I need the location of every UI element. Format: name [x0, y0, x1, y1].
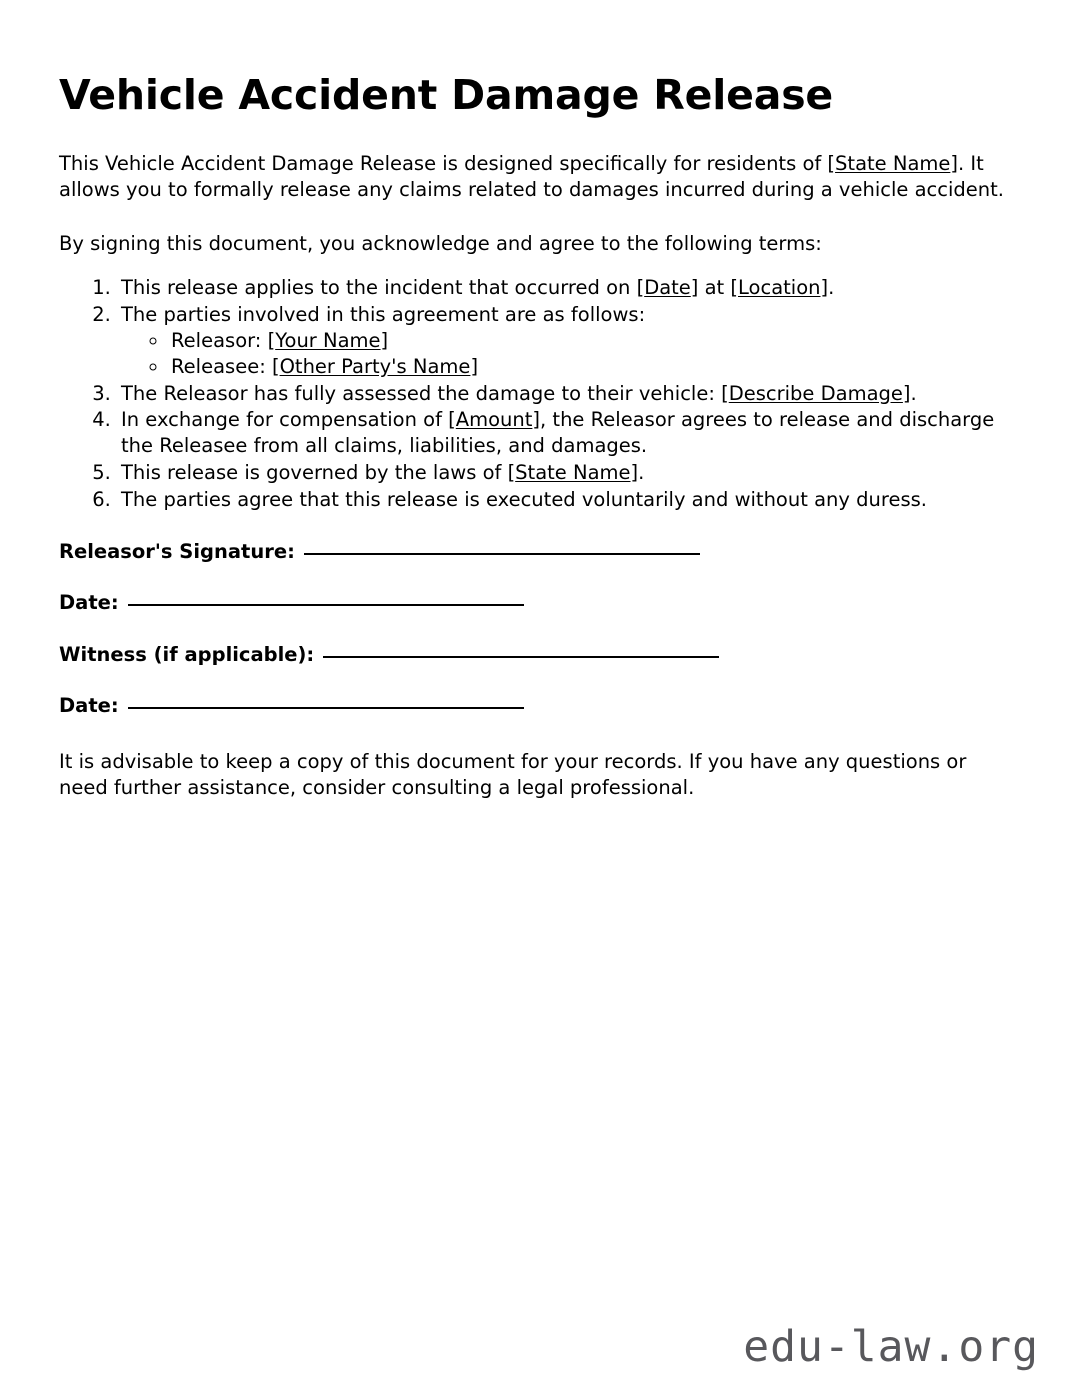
term-text: The Releasor has fully assessed the damage to their vehicle: [ [121, 381, 729, 405]
placeholder-describe-damage: Describe Damage [728, 381, 903, 405]
term-item [117, 381, 1017, 407]
placeholder-location: Location [738, 275, 821, 299]
term-text: The parties agree that this release is executed voluntarily and without any duress. [121, 488, 927, 512]
term-item [117, 302, 1017, 380]
placeholder-state-name: State Name [515, 461, 631, 485]
page-title: Vehicle Accident Damage Release [59, 71, 834, 119]
term-text: The parties involved in this agreement are as follows: [121, 302, 646, 326]
party-item [169, 354, 1017, 380]
term-text: This release applies to the incident that occurred on [ [121, 275, 645, 299]
signature-label: Date: [59, 694, 119, 718]
term-text: ]. [902, 381, 917, 405]
term-text: ]. [630, 461, 645, 485]
intro-text-before: This Vehicle Accident Damage Release is designed specifically for residents of [ [59, 151, 836, 175]
closing-paragraph: It is advisable to keep a copy of this document for your records. If you have any questions or need further assistance, consider consulting a legal professional. [59, 749, 967, 799]
term-text: ], the Releasor agrees to release and discharge the Releasee from all claims, liabilities, and damages. [121, 408, 995, 458]
term-text: Releasee: [ [171, 354, 280, 378]
placeholder-state-name: State Name [835, 151, 951, 175]
signature-block [59, 539, 1017, 718]
signature-label: Date: [59, 591, 119, 615]
term-item [117, 407, 1017, 459]
parties-list [121, 328, 1017, 380]
signature-line-releasor-signature[interactable] [304, 553, 700, 555]
signature-label: Witness (if applicable): [59, 642, 315, 666]
intro-text-after: ]. It allows you to formally release any claims related to damages incurred during a vehicle accident. [59, 151, 1004, 202]
lead-in-paragraph: By signing this document, you acknowledge and agree to the following terms: [59, 231, 822, 255]
intro-paragraph [59, 151, 1011, 204]
term-text: This release is governed by the laws of [ [121, 461, 516, 485]
signature-row-witness-signature [59, 642, 1017, 667]
signature-row-releasor-date [59, 590, 1017, 615]
placeholder-your-name: Your Name [275, 328, 381, 352]
term-text: ] at [ [690, 275, 739, 299]
signature-row-releasor-signature [59, 539, 1017, 564]
term-text: In exchange for compensation of [ [121, 408, 456, 432]
term-text: ] [470, 354, 479, 378]
placeholder-other-party-s-name: Other Party's Name [279, 354, 471, 378]
terms-list [59, 275, 1017, 513]
footer-watermark: edu-law.org [743, 1322, 1039, 1372]
term-item [117, 460, 1017, 486]
signature-line-witness-signature[interactable] [323, 656, 719, 658]
term-item [117, 275, 1017, 301]
term-item [117, 487, 1017, 513]
signature-line-witness-date[interactable] [128, 707, 524, 709]
term-text: Releasor: [ [171, 328, 276, 352]
placeholder-date: Date [644, 275, 691, 299]
party-item [169, 328, 1017, 354]
signature-row-witness-date [59, 693, 1017, 718]
signature-label: Releasor's Signature: [59, 540, 295, 564]
term-text: ] [380, 328, 389, 352]
term-text: ]. [820, 275, 835, 299]
signature-line-releasor-date[interactable] [128, 604, 524, 606]
placeholder-amount: Amount [455, 408, 533, 432]
